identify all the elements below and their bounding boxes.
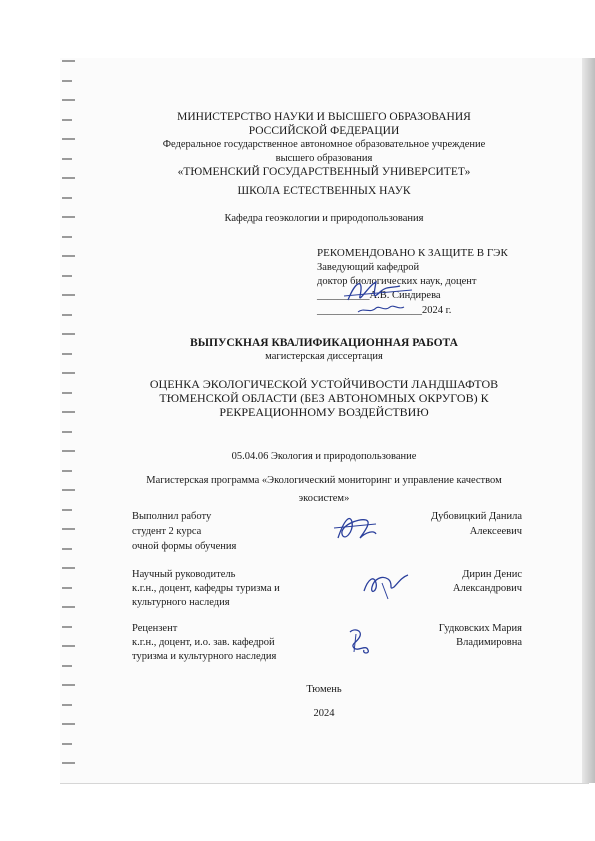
reviewer-patronymic: Владимировна <box>456 637 522 648</box>
reviewer-title: к.г.н., доцент, и.о. зав. кафедрой <box>132 637 275 648</box>
margin-tick <box>62 567 75 569</box>
school-name: ШКОЛА ЕСТЕСТВЕННЫХ НАУК <box>237 185 411 197</box>
program-line-2: экосистем» <box>298 493 350 504</box>
supervisor-signature <box>358 565 412 605</box>
margin-tick <box>62 743 72 745</box>
department-name: Кафедра геоэкологии и природопользования <box>224 213 424 224</box>
margin-tick <box>62 275 72 277</box>
margin-tick <box>62 626 72 628</box>
margin-tick <box>62 704 72 706</box>
supervisor-department: культурного наследия <box>132 597 230 608</box>
margin-tick <box>62 236 72 238</box>
margin-tick <box>62 645 75 647</box>
margin-tick <box>62 665 72 667</box>
institution-line-2: высшего образования <box>275 153 373 164</box>
supervisor-surname-name: Дирин Денис <box>462 569 522 580</box>
student-patronymic: Алексеевич <box>469 526 522 537</box>
reviewer-signature <box>342 624 376 658</box>
ministry-line-1: МИНИСТЕРСТВО НАУКИ И ВЫСШЕГО ОБРАЗОВАНИЯ <box>177 111 471 123</box>
margin-tick <box>62 314 72 316</box>
approval-degree: доктор биологических наук, доцент <box>317 276 477 287</box>
margin-tick <box>62 762 75 764</box>
approval-role: Заведующий кафедрой <box>317 262 420 273</box>
year: 2024 <box>313 708 335 719</box>
margin-tick <box>62 489 75 491</box>
margin-tick <box>62 470 72 472</box>
university-name: «ТЮМЕНСКИЙ ГОСУДАРСТВЕННЫЙ УНИВЕРСИТЕТ» <box>177 166 471 178</box>
thesis-title-line-1: ОЦЕНКА ЭКОЛОГИЧЕСКОЙ УСТОЙЧИВОСТИ ЛАНДШАФТОВ <box>149 377 499 391</box>
head-signature <box>330 274 420 318</box>
thesis-title-line-2: ТЮМЕНСКОЙ ОБЛАСТИ (БЕЗ АВТОНОМНЫХ ОКРУГОВ) К <box>159 391 489 405</box>
margin-tick <box>62 60 75 62</box>
reviewer-department: туризма и культурного наследия <box>132 651 277 662</box>
student-study-form: очной формы обучения <box>132 541 237 552</box>
approval-head-name: __________А.В. Синдирева <box>317 290 441 301</box>
approval-title: РЕКОМЕНДОВАНО К ЗАЩИТЕ В ГЭК <box>317 247 508 259</box>
margin-tick <box>62 528 75 530</box>
student-course: студент 2 курса <box>132 526 202 537</box>
margin-tick <box>62 333 75 335</box>
margin-tick <box>62 294 75 296</box>
institution-line-1: Федеральное государственное автономное образовательное учреждение <box>162 139 486 150</box>
work-type: ВЫПУСКНАЯ КВАЛИФИКАЦИОННАЯ РАБОТА <box>190 337 458 349</box>
student-signature <box>330 508 380 550</box>
thesis-title-line-3: РЕКРЕАЦИОННОМУ ВОЗДЕЙСТВИЮ <box>219 405 429 419</box>
city: Тюмень <box>306 684 342 695</box>
supervisor-role: Научный руководитель <box>132 569 236 580</box>
margin-tick <box>62 80 72 82</box>
margin-tick <box>62 723 75 725</box>
margin-tick <box>62 509 72 511</box>
margin-tick <box>62 606 75 608</box>
reviewer-role: Рецензент <box>132 623 178 634</box>
reviewer-surname-name: Гудковских Мария <box>438 623 522 634</box>
margin-tick <box>62 255 75 257</box>
supervisor-patronymic: Александрович <box>452 583 522 594</box>
margin-tick <box>62 548 72 550</box>
program-line-1: Магистерская программа «Экологический мониторинг и управление качеством <box>146 475 502 486</box>
margin-tick <box>62 99 75 101</box>
student-role: Выполнил работу <box>132 511 212 522</box>
specialty: 05.04.06 Экология и природопользование <box>231 451 417 462</box>
supervisor-title: к.г.н., доцент, кафедры туризма и <box>132 583 280 594</box>
approval-date: ____________________2024 г. <box>317 305 452 316</box>
work-subtype: магистерская диссертация <box>265 351 383 362</box>
margin-tick <box>62 372 75 374</box>
student-surname-name: Дубовицкий Данила <box>431 511 522 522</box>
margin-tick <box>62 431 72 433</box>
margin-tick <box>62 587 72 589</box>
ministry-line-2: РОССИЙСКОЙ ФЕДЕРАЦИИ <box>248 125 400 137</box>
